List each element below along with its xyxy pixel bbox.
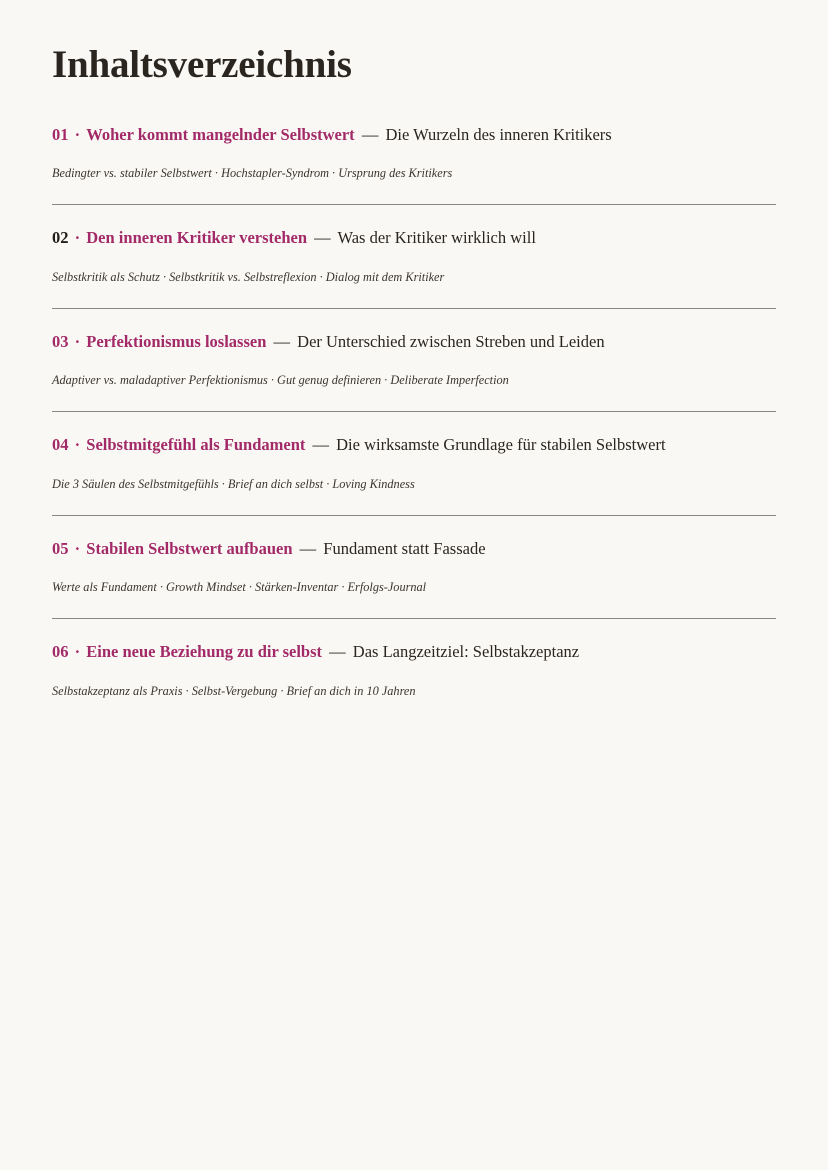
toc-entry-title[interactable]: Den inneren Kritiker verstehen xyxy=(86,228,308,248)
toc-entry-subtitle: Fundament statt Fassade xyxy=(323,538,486,558)
toc-entry-headline xyxy=(52,331,776,353)
toc-entry-subtitle: Die Wurzeln des inneren Kritikers xyxy=(385,124,612,144)
toc-entry-separator-dot: · xyxy=(74,124,81,144)
toc-entry-dash: — xyxy=(361,124,379,144)
toc-entry-block xyxy=(52,516,776,618)
toc-entry-block xyxy=(52,124,776,204)
toc-entry[interactable] xyxy=(52,619,776,721)
toc-entry-number: 02 xyxy=(52,228,69,248)
toc-entry-title[interactable]: Woher kommt mangelnder Selbstwert xyxy=(86,124,355,144)
toc-entry-keywords: Selbstakzeptanz als Praxis · Selbst-Vergebung · Brief an dich in 10 Jahren xyxy=(52,683,416,698)
toc-entry-number: 05 xyxy=(52,538,69,558)
toc-entry-subtitle: Das Langzeitziel: Selbstakzeptanz xyxy=(352,642,580,662)
toc-entry-title[interactable]: Eine neue Beziehung zu dir selbst xyxy=(86,642,323,662)
page-title: Inhaltsverzeichnis xyxy=(52,43,352,86)
page-content xyxy=(52,0,776,722)
toc-entry-dash: — xyxy=(314,228,331,248)
toc-entry-title[interactable]: Stabilen Selbstwert aufbauen xyxy=(86,538,293,558)
toc-entry-headline xyxy=(52,434,776,456)
toc-entry-title[interactable]: Selbstmitgefühl als Fundament xyxy=(86,435,306,455)
toc-entry[interactable] xyxy=(52,124,776,205)
toc-entry-keywords: Werte als Fundament · Growth Mindset · Stärken-Inventar · Erfolgs-Journal xyxy=(52,580,427,595)
toc-entry-block xyxy=(52,412,776,514)
toc-entry-dash: — xyxy=(299,538,317,558)
toc-entry-number: 03 xyxy=(52,331,69,351)
toc-entry[interactable] xyxy=(52,205,776,308)
toc-entry-number: 04 xyxy=(52,435,69,455)
toc-entry-subtitle: Was der Kritiker wirklich will xyxy=(337,228,536,248)
toc-entry-separator-dot: · xyxy=(74,435,81,455)
toc-entry-separator-dot: · xyxy=(74,538,81,558)
toc-entry-headline xyxy=(52,538,776,560)
toc-entry-dash: — xyxy=(312,435,329,455)
toc-entry[interactable] xyxy=(52,412,776,515)
toc-entry-number: 06 xyxy=(52,642,69,662)
toc-entry-title[interactable]: Perfektionismus loslassen xyxy=(86,331,267,351)
toc-entry-keywords: Adaptiver vs. maladaptiver Perfektionismus · Gut genug definieren · Deliberate Imperfection xyxy=(52,373,509,388)
toc-entry-separator-dot: · xyxy=(74,331,81,351)
toc-entry[interactable] xyxy=(52,516,776,619)
toc-entry-separator-dot: · xyxy=(74,642,81,662)
toc-entry-separator-dot: · xyxy=(74,228,81,248)
toc-entry-headline xyxy=(52,124,776,146)
toc-entry-keywords: Selbstkritik als Schutz · Selbstkritik vs. Selbstreflexion · Dialog mit dem Kritiker xyxy=(52,269,445,284)
toc-entry-keywords: Die 3 Säulen des Selbstmitgefühls · Brief an dich selbst · Loving Kindness xyxy=(52,476,415,491)
table-of-contents-list xyxy=(52,124,776,722)
toc-entry-subtitle: Der Unterschied zwischen Streben und Leiden xyxy=(297,331,605,351)
toc-entry-headline xyxy=(52,641,776,663)
toc-entry-block xyxy=(52,309,776,411)
toc-entry-subtitle: Die wirksamste Grundlage für stabilen Selbstwert xyxy=(336,435,666,455)
toc-entry-number: 01 xyxy=(52,124,69,144)
toc-entry-dash: — xyxy=(273,331,291,351)
toc-entry[interactable] xyxy=(52,309,776,412)
toc-entry-block xyxy=(52,619,776,721)
toc-entry-headline xyxy=(52,227,776,249)
toc-entry-dash: — xyxy=(329,642,346,662)
toc-entry-keywords: Bedingter vs. stabiler Selbstwert · Hochstapler-Syndrom · Ursprung des Kritikers xyxy=(52,166,453,181)
toc-entry-block xyxy=(52,205,776,307)
